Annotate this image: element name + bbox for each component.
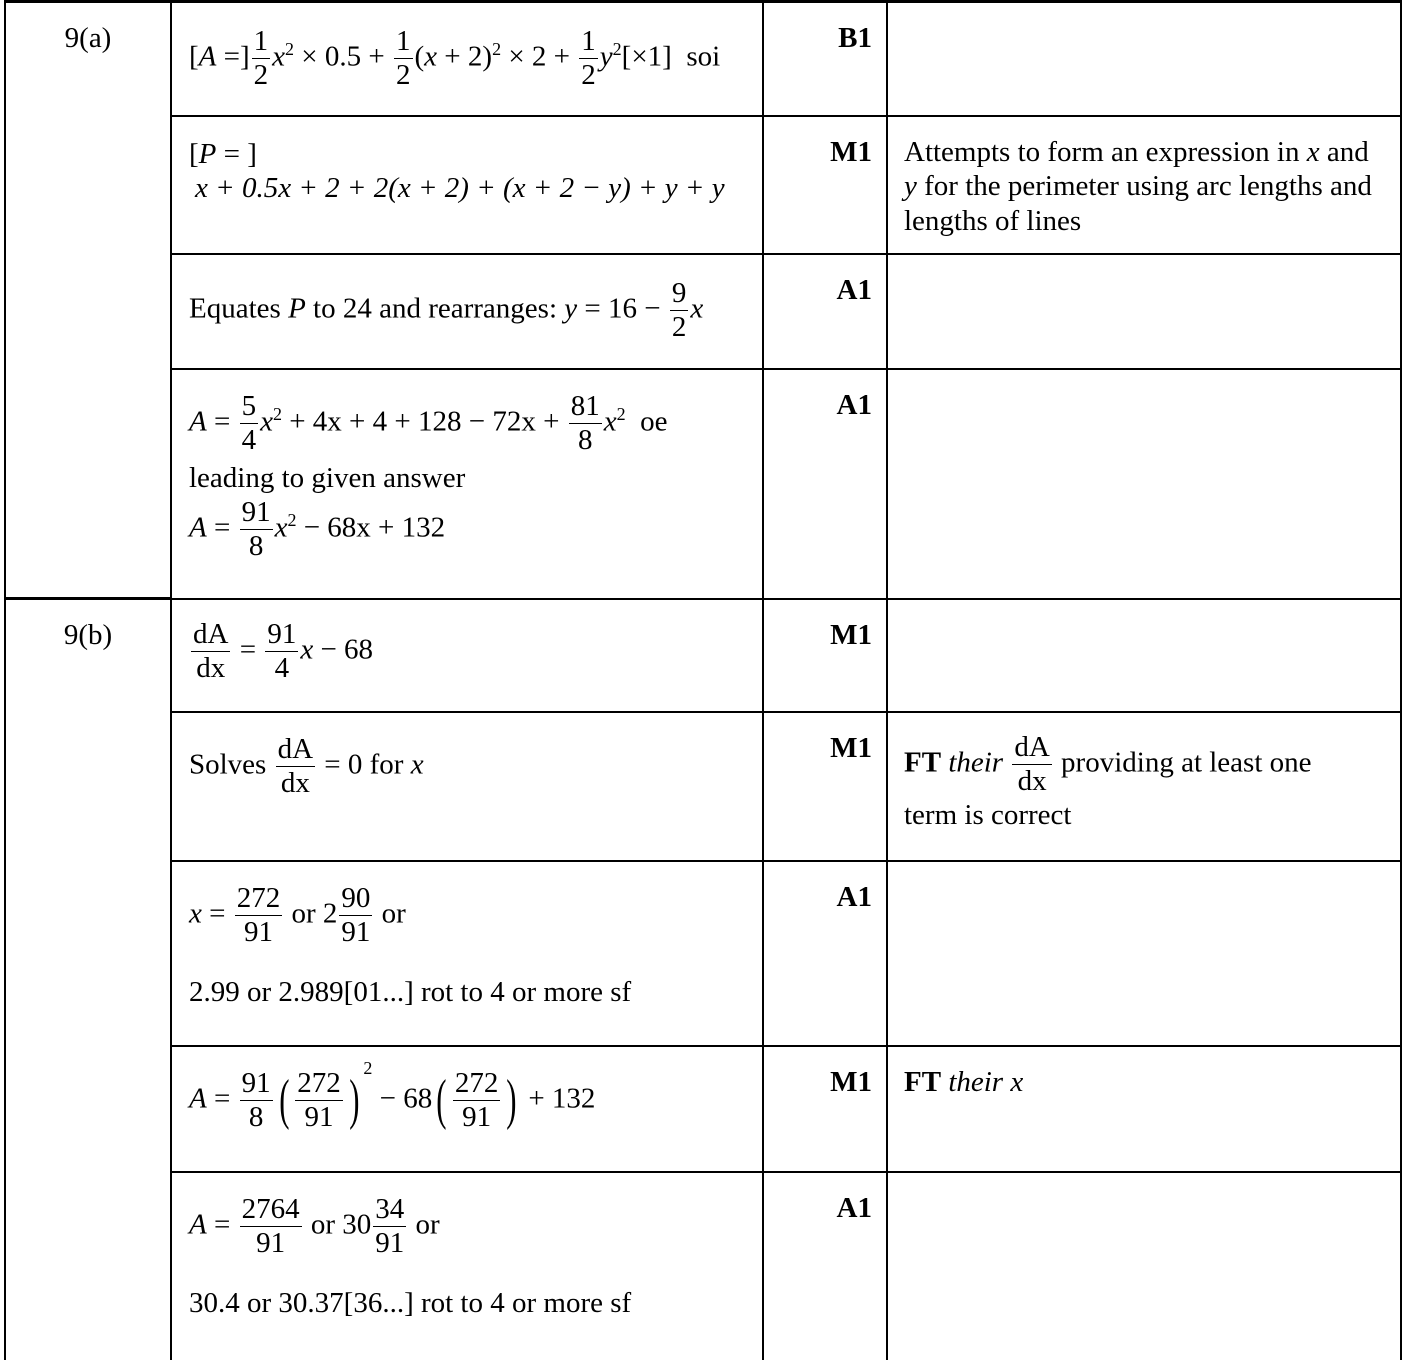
guidance-cell <box>887 861 1401 1046</box>
answer-cell: [P = ] x + 0.5x + 2 + 2(x + 2) + (x + 2 − y) + y + y <box>171 116 763 254</box>
table-row <box>5 861 1401 1046</box>
table-row <box>5 712 1401 861</box>
table-row <box>5 1172 1401 1360</box>
guidance-cell <box>887 254 1401 369</box>
question-label: 9(b) <box>5 599 171 1360</box>
derivative-fraction: $\frac{dA}{dx}$ <box>277 732 314 799</box>
guidance-cell <box>887 369 1401 599</box>
fraction: $\frac{272}{91}$ <box>236 881 281 948</box>
fraction: $\frac{34}{91}$ <box>375 1192 405 1259</box>
mark-code: M1 <box>763 712 887 861</box>
guidance-cell <box>887 599 1401 712</box>
mark-code: A1 <box>763 1172 887 1360</box>
fraction: $\frac{1}{2}$ <box>581 25 596 92</box>
mark-code: A1 <box>763 254 887 369</box>
fraction: $\frac{91}{4}$ <box>267 617 297 684</box>
answer-cell: A = $\frac{2764}{91}$ or 30 $\frac{34}{91}$ or 30.4 or 30.37[36...] rot to 4 or more sf <box>171 1172 763 1360</box>
answer-cell: [A =] $\frac{1}{2}$ $x^2 \times 0.5$ + $\frac{1}{2}$ $(x + 2)^2 \times 2$ + $\frac{1}{2}$ $y^2[\times 1]$ soi <box>171 2 763 116</box>
fraction: $\frac{272}{91}$ <box>297 1066 341 1133</box>
fraction: $\frac{1}{2}$ <box>396 25 411 92</box>
answer-cell: Equates P to 24 and rearranges: y = 16 − $\frac{9}{2}$ x <box>171 254 763 369</box>
mark-code: M1 <box>763 116 887 254</box>
guidance-cell <box>887 1172 1401 1360</box>
answer-cell: x = $\frac{272}{91}$ or 2 $\frac{90}{91}$ or 2.99 or 2.989[01...] rot to 4 or more sf <box>171 861 763 1046</box>
table-row <box>5 599 1401 712</box>
guidance-cell: FT their x <box>887 1046 1401 1172</box>
derivative-fraction: $\frac{dA}{dx}$ <box>1014 730 1050 797</box>
guidance-cell <box>887 2 1401 116</box>
mark-code: M1 <box>763 599 887 712</box>
fraction: $\frac{272}{91}$ <box>454 1066 499 1133</box>
mark-code: M1 <box>763 1046 887 1172</box>
answer-cell: A = $\frac{91}{8}$ ( $\frac{272}{91}$ )$^2$ − 68( $\frac{272}{91}$ ) + 132 <box>171 1046 763 1172</box>
guidance-cell: FT their $\frac{dA}{dx}$ providing at least one term is correct <box>887 712 1401 861</box>
fraction: $\frac{91}{8}$ <box>241 1066 271 1133</box>
answer-cell: $\frac{dA}{dx}$ = $\frac{91}{4}$ x − 68 <box>171 599 763 712</box>
table-row <box>5 2 1401 116</box>
fraction: $\frac{81}{8}$ <box>570 389 600 456</box>
table-row <box>5 1046 1401 1172</box>
guidance-cell: Attempts to form an expression in x and y for the perimeter using arc lengths and lengths of lines <box>887 116 1401 254</box>
answer-cell: Solves $\frac{dA}{dx}$ = 0 for x <box>171 712 763 861</box>
mark-code: A1 <box>763 369 887 599</box>
question-label: 9(a) <box>5 2 171 599</box>
derivative-fraction: $\frac{dA}{dx}$ <box>193 617 229 684</box>
mark-code: A1 <box>763 861 887 1046</box>
fraction: $\frac{5}{4}$ <box>241 389 257 456</box>
table-row <box>5 369 1401 599</box>
fraction: $\frac{9}{2}$ <box>671 276 687 343</box>
fraction: $\frac{1}{2}$ <box>253 25 269 92</box>
mark-scheme-table <box>4 0 1402 1360</box>
fraction: $\frac{90}{91}$ <box>341 881 371 948</box>
fraction: $\frac{91}{8}$ <box>241 495 271 563</box>
answer-cell: A = $\frac{5}{4}$ $x^2 + 4x + 4 + 128 - 72x$ + $\frac{81}{8}$ $x^2$ oe leading to given answer A = $\frac{91}{8}$ $x^2 - 68x + 132$ <box>171 369 763 599</box>
fraction: $\frac{2764}{91}$ <box>241 1192 300 1259</box>
mark-code: B1 <box>763 2 887 116</box>
table-row <box>5 254 1401 369</box>
table-row <box>5 116 1401 254</box>
